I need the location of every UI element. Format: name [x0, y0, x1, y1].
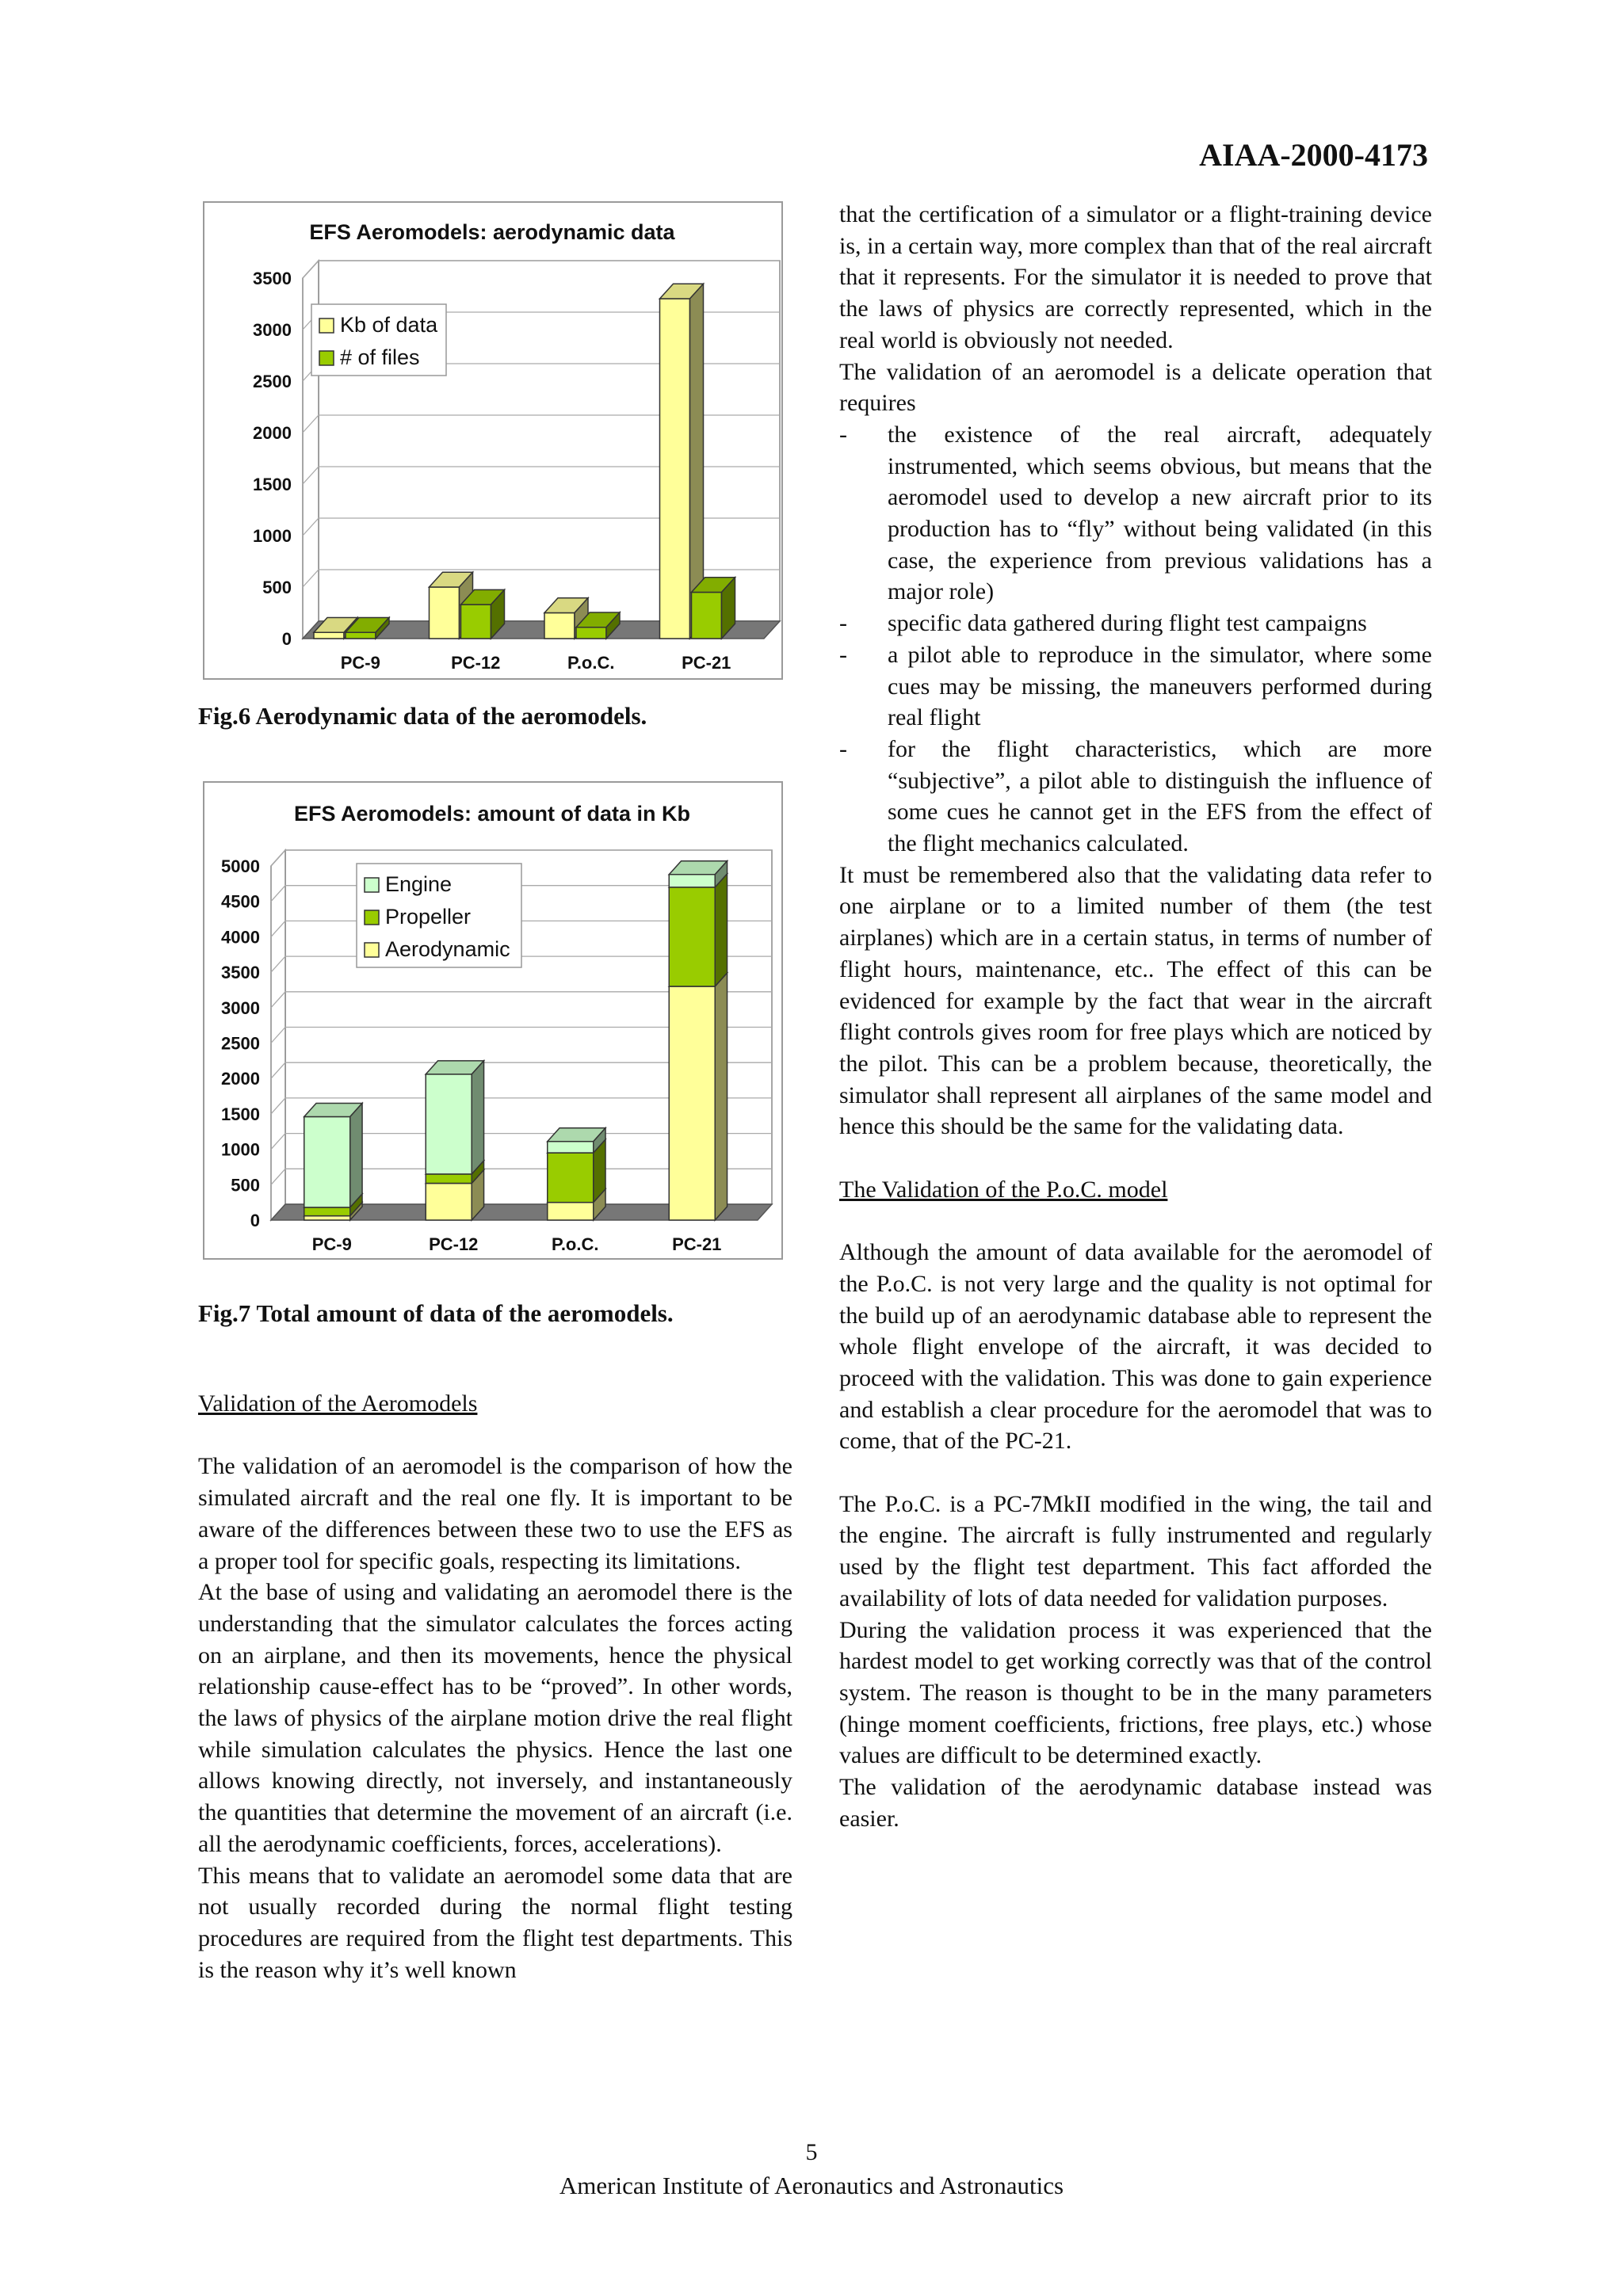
- bar-aerodynamic-pc-21: [669, 986, 715, 1220]
- list-item: - the existence of the real aircraft, adequately instrumented, which seems obvious, but means that the aeromodel used to develop a new aircraft prior to its production has to “fly” without being validated (in this case, the experience from previous validations has a major role): [839, 419, 1432, 608]
- chart-aerodynamic-data: [204, 203, 781, 678]
- legend-label: Aerodynamic: [385, 937, 510, 961]
- legend-swatch: [319, 318, 334, 333]
- bullet-marker: -: [839, 421, 847, 448]
- x-tick-label: PC-9: [311, 1234, 352, 1254]
- chart-amount-of-data: [204, 783, 781, 1258]
- x-tick-label: PC-12: [451, 653, 501, 673]
- bullet-marker: -: [839, 610, 847, 637]
- bar-kb-of-data-poc: [544, 613, 575, 639]
- bar--of-files-pc-12: [461, 605, 491, 639]
- paragraph: At the base of using and validating an aeromodel there is the understanding that the simulator calculates the forces acting on an airplane, and then its movements, hence the physical relationship cause-effect has to be “proved”. In other words, the laws of physics of the airplane motion drive the real flight while simulation calculates the physics. Hence the last one allows knowing directly, not inversely, and instantaneously the quantities that determine the movement of an aircraft (i.e. all the aerodynamic coefficients, forces, accelerations).: [198, 1579, 792, 1857]
- y-tick-label: 1000: [253, 526, 292, 546]
- y-tick-label: 2000: [253, 423, 292, 443]
- bar-kb-of-data-pc-21: [660, 299, 690, 639]
- y-tick-label: 1500: [221, 1104, 260, 1124]
- x-tick-label: PC-9: [340, 653, 380, 673]
- section-title-validation-aeromodels: Validation of the Aeromodels: [198, 1390, 478, 1417]
- figure-7-caption: Fig.7 Total amount of data of the aeromodels.: [198, 1299, 674, 1327]
- paragraph: During the validation process it was experienced that the hardest model to get working correctly was that of the control system. The reason is thought to be in the many parameters (hinge moment coefficients, frictions, free plays, etc.) whose values are difficult to be determined exactly.: [839, 1616, 1432, 1769]
- y-tick-label: 3500: [253, 269, 292, 288]
- bullet-marker: -: [839, 641, 847, 668]
- bar--of-files-poc: [576, 627, 606, 639]
- bar-aerodynamic-pc-12: [426, 1184, 472, 1220]
- y-tick-label: 1000: [221, 1139, 260, 1160]
- bar-aerodynamic-pc-9: [304, 1216, 350, 1220]
- y-tick-label: 5000: [221, 856, 260, 876]
- bar-aerodynamic-poc: [548, 1203, 594, 1220]
- paragraph: It must be remembered also that the validating data refer to one airplane or to a limited number of them (the test airplanes) which are in a certain status, in terms of number of flight hours, maintenance, etc.. The effect of this can be evidenced for example by the fact that wear in the aircraft flight controls gives room for free plays which are noticed by the pilot. This can be a problem because, theoretically, the simulator shall represent all airplanes of the same model and hence this should be the same for the validating data.: [839, 861, 1432, 1140]
- bar-engine-pc-9-side: [350, 1103, 362, 1207]
- section-title-poc-validation: The Validation of the P.o.C. model: [839, 1176, 1168, 1203]
- legend-swatch: [319, 351, 334, 365]
- paragraph: The P.o.C. is a PC-7MkII modified in the wing, the tail and the engine. The aircraft is fully instrumented and regularly used by the flight test department. This fact afforded the availability of lots of data needed for validation purposes.: [839, 1490, 1432, 1611]
- paragraph: The validation of an aeromodel is a delicate operation that requires: [839, 358, 1432, 417]
- bar-propeller-poc: [548, 1153, 594, 1203]
- chart-title: EFS Aeromodels: aerodynamic data: [309, 220, 675, 244]
- list-item: - a pilot able to reproduce in the simulator, where some cues may be missing, the maneuvers performed during real flight: [839, 639, 1432, 734]
- bar-engine-pc-12: [426, 1074, 472, 1174]
- page-number: 5: [805, 2139, 818, 2165]
- x-tick-label: PC-21: [672, 1234, 722, 1254]
- figure-6-chart: [203, 201, 783, 680]
- list-item: - specific data gathered during flight test campaigns: [839, 608, 1432, 639]
- bar-kb-of-data-pc-9: [314, 632, 344, 639]
- bar-propeller-pc-9: [304, 1207, 350, 1216]
- y-tick-label: 2500: [253, 372, 292, 391]
- bar-engine-pc-12-side: [472, 1061, 483, 1174]
- x-tick-label: PC-12: [429, 1234, 479, 1254]
- footer-organization: American Institute of Aeronautics and Astronautics: [559, 2172, 1064, 2199]
- figure-7-chart: [203, 781, 783, 1260]
- chart-title: EFS Aeromodels: amount of data in Kb: [293, 802, 691, 826]
- y-tick-label: 4000: [221, 927, 260, 948]
- bar-aerodynamic-pc-21-side: [715, 973, 727, 1220]
- y-tick-label: 2500: [221, 1033, 260, 1054]
- x-tick-label: P.o.C.: [551, 1234, 599, 1254]
- legend-swatch: [365, 878, 379, 892]
- legend-label: Engine: [385, 872, 453, 896]
- paper-id: AIAA-2000-4173: [1199, 137, 1428, 173]
- bar-engine-pc-21: [669, 875, 715, 887]
- bar--of-files-pc-21: [692, 593, 722, 639]
- bar-engine-pc-9: [304, 1116, 350, 1207]
- y-tick-label: 3500: [221, 963, 260, 983]
- y-tick-label: 500: [231, 1175, 260, 1196]
- list-item: - for the flight characteristics, which are more “subjective”, a pilot able to distinguish the influence of some cues he cannot get in the EFS from the effect of the flight mechanics calculated.: [839, 734, 1432, 860]
- y-tick-label: 2000: [221, 1069, 260, 1089]
- y-tick-label: 4500: [221, 891, 260, 912]
- bar-engine-poc: [548, 1142, 594, 1153]
- y-tick-label: 3000: [221, 997, 260, 1018]
- x-tick-label: P.o.C.: [567, 653, 615, 673]
- paragraph: Although the amount of data available for the aeromodel of the P.o.C. is not very large and the quality is not optimal for the build up of an aerodynamic database able to represent the whole flight envelope of the aircraft, it was decided to proceed with the validation. This was done to gain experience and establish a clear procedure for the aeromodel that was to come, that of the PC-21.: [839, 1239, 1432, 1455]
- paragraph: The validation of an aeromodel is the comparison of how the simulated aircraft and the real one fly. It is important to be aware of the differences between these two to use the EFS as a proper tool for specific goals, respecting its limitations.: [198, 1453, 792, 1574]
- x-tick-label: PC-21: [682, 653, 731, 673]
- y-tick-label: 1500: [253, 475, 292, 494]
- legend-label: Kb of data: [340, 313, 438, 337]
- bar-kb-of-data-pc-12: [430, 587, 460, 639]
- bar-propeller-pc-21-side: [715, 874, 727, 986]
- left-column: [198, 1388, 792, 1985]
- y-tick-label: 500: [262, 578, 292, 597]
- legend-label: Propeller: [385, 905, 472, 929]
- paragraph: that the certification of a simulator or a flight-training device is, in a certain way, more complex than that of the real aircraft that it represents. For the simulator it is needed to prove that the laws of physics are correctly represented, which in the real world is obviously not needed.: [839, 201, 1432, 353]
- bar--of-files-pc-9: [346, 632, 376, 639]
- y-tick-label: 0: [250, 1211, 260, 1230]
- y-tick-label: 0: [281, 629, 292, 649]
- paragraph: The validation of the aerodynamic database instead was easier.: [839, 1774, 1432, 1832]
- right-column: [839, 199, 1432, 1835]
- bar-propeller-pc-12: [426, 1174, 472, 1184]
- bar-propeller-pc-21: [669, 887, 715, 986]
- legend-swatch: [365, 910, 379, 925]
- legend-swatch: [365, 943, 379, 957]
- requirements-list: [839, 419, 1432, 860]
- y-tick-label: 3000: [253, 320, 292, 340]
- paragraph: This means that to validate an aeromodel some data that are not usually recorded during the normal flight testing procedures are required from the flight test departments. This is the reason why it’s well known: [198, 1862, 792, 1983]
- legend-label: # of files: [340, 345, 420, 369]
- figure-6-caption: Fig.6 Aerodynamic data of the aeromodels.: [198, 702, 647, 730]
- bullet-marker: -: [839, 735, 847, 762]
